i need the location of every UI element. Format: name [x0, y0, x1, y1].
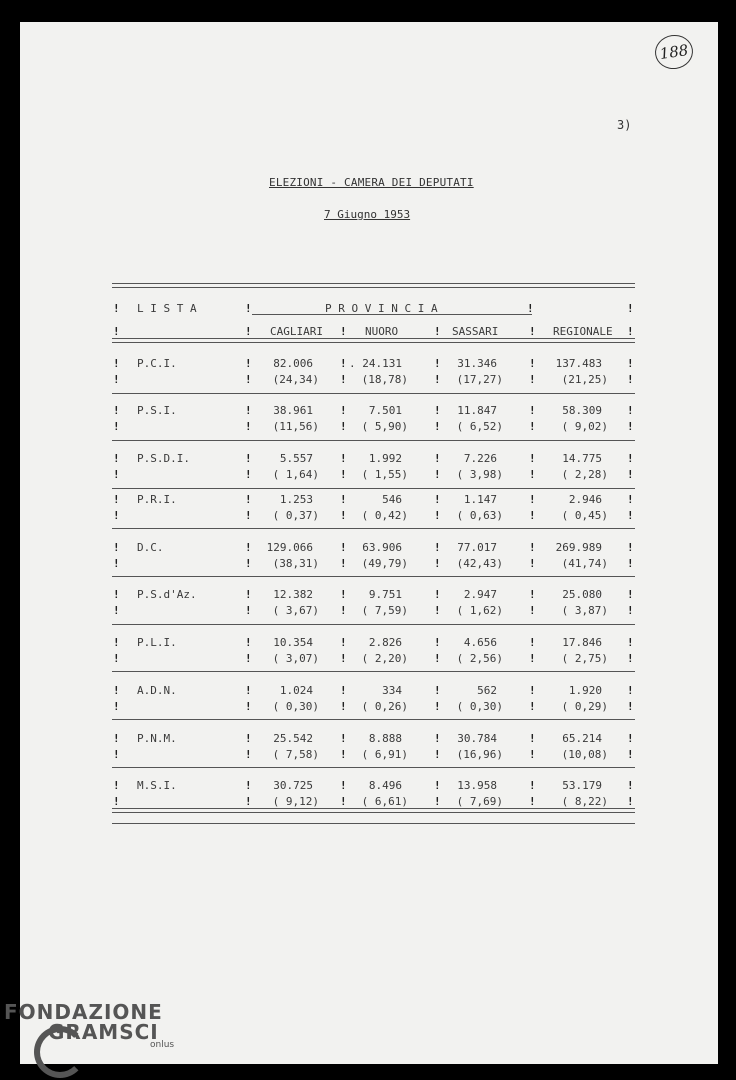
- separator: !: [340, 404, 347, 417]
- separator: !: [245, 541, 252, 554]
- cell-percent: (18,78): [361, 373, 408, 386]
- separator: !: [434, 748, 441, 761]
- separator: !: [245, 700, 252, 713]
- separator: !: [434, 420, 441, 433]
- cell-votes: . 24.131: [349, 357, 402, 370]
- separator: !: [529, 541, 536, 554]
- row-lista: P.S.D.I.: [137, 452, 190, 465]
- cell-votes: 5.557: [279, 452, 313, 465]
- separator: !: [529, 452, 536, 465]
- separator: !: [245, 748, 252, 761]
- cell-votes: 7.226: [463, 452, 497, 465]
- cell-percent: ( 3,98): [456, 468, 503, 481]
- separator: !: [113, 302, 120, 315]
- cell-percent: (11,56): [272, 420, 319, 433]
- cell-percent: ( 0,63): [456, 509, 503, 522]
- separator: !: [529, 420, 536, 433]
- cell-votes: 31.346: [457, 357, 497, 370]
- separator: !: [627, 404, 634, 417]
- separator: !: [340, 493, 347, 506]
- logo-ring-icon: [34, 1026, 86, 1078]
- separator: !: [245, 493, 252, 506]
- cell-percent: ( 1,64): [272, 468, 319, 481]
- separator: !: [340, 652, 347, 665]
- row-lista: A.D.N.: [137, 684, 177, 697]
- separator: !: [113, 452, 120, 465]
- row-lista: M.S.I.: [137, 779, 177, 792]
- cell-votes: 129.066: [266, 541, 313, 554]
- cell-percent: ( 3,87): [561, 604, 608, 617]
- separator: !: [340, 588, 347, 601]
- separator: !: [434, 732, 441, 745]
- page-title: ELEZIONI - CAMERA DEI DEPUTATI: [269, 176, 474, 189]
- cell-votes: 38.961: [273, 404, 313, 417]
- separator: !: [627, 732, 634, 745]
- separator: !: [245, 452, 252, 465]
- cell-votes: 14.775: [562, 452, 602, 465]
- separator: !: [113, 604, 120, 617]
- separator: !: [529, 493, 536, 506]
- separator: !: [113, 373, 120, 386]
- separator: !: [627, 373, 634, 386]
- separator: !: [245, 795, 252, 808]
- cell-percent: ( 7,58): [272, 748, 319, 761]
- separator: !: [340, 420, 347, 433]
- row-lista: D.C.: [137, 541, 164, 554]
- separator: !: [627, 700, 634, 713]
- cell-votes: 4.656: [463, 636, 497, 649]
- separator: !: [627, 779, 634, 792]
- cell-votes: 30.725: [273, 779, 313, 792]
- page-date: 7 Giugno 1953: [324, 208, 411, 221]
- separator: !: [245, 420, 252, 433]
- separator: !: [434, 684, 441, 697]
- separator: !: [113, 557, 120, 570]
- separator: !: [627, 325, 634, 338]
- cell-votes: 63.906: [362, 541, 402, 554]
- separator: !: [113, 357, 120, 370]
- cell-votes: 13.958: [457, 779, 497, 792]
- separator: !: [529, 357, 536, 370]
- row-rule: [112, 440, 635, 441]
- separator: !: [529, 652, 536, 665]
- separator: !: [434, 325, 441, 338]
- separator: !: [529, 404, 536, 417]
- separator: !: [340, 357, 347, 370]
- separator: !: [245, 636, 252, 649]
- cell-percent: ( 7,69): [456, 795, 503, 808]
- cell-percent: (21,25): [561, 373, 608, 386]
- cell-percent: ( 0,26): [361, 700, 408, 713]
- header-sassari: SASSARI: [452, 325, 499, 338]
- cell-votes: 2.946: [568, 493, 602, 506]
- table-bottom-rule: [112, 808, 635, 813]
- separator: !: [529, 700, 536, 713]
- cell-votes: 25.080: [562, 588, 602, 601]
- separator: !: [113, 636, 120, 649]
- separator: !: [113, 684, 120, 697]
- separator: !: [529, 604, 536, 617]
- separator: !: [529, 557, 536, 570]
- cell-percent: ( 1,62): [456, 604, 503, 617]
- cell-votes: 82.006: [273, 357, 313, 370]
- cell-votes: 77.017: [457, 541, 497, 554]
- separator: !: [434, 557, 441, 570]
- cell-percent: (10,08): [561, 748, 608, 761]
- row-rule: [112, 719, 635, 720]
- separator: !: [434, 493, 441, 506]
- separator: !: [529, 373, 536, 386]
- separator: !: [113, 325, 120, 338]
- separator: !: [434, 700, 441, 713]
- row-lista: P.L.I.: [137, 636, 177, 649]
- separator: !: [627, 684, 634, 697]
- table-top-rule: [112, 283, 635, 288]
- row-lista: P.C.I.: [137, 357, 177, 370]
- cell-votes: 53.179: [562, 779, 602, 792]
- row-lista: P.R.I.: [137, 493, 177, 506]
- cell-votes: 9.751: [368, 588, 402, 601]
- separator: !: [627, 420, 634, 433]
- header-lista: L I S T A: [137, 302, 197, 315]
- cell-votes: 10.354: [273, 636, 313, 649]
- cell-votes: 562: [477, 684, 497, 697]
- separator: !: [245, 468, 252, 481]
- separator: !: [245, 684, 252, 697]
- row-lista: P.S.I.: [137, 404, 177, 417]
- row-rule: [112, 624, 635, 625]
- separator: !: [627, 557, 634, 570]
- cell-percent: ( 0,37): [272, 509, 319, 522]
- separator: !: [245, 779, 252, 792]
- cell-percent: (38,31): [272, 557, 319, 570]
- cell-percent: (16,96): [456, 748, 503, 761]
- row-rule: [112, 671, 635, 672]
- separator: !: [113, 509, 120, 522]
- cell-percent: ( 2,75): [561, 652, 608, 665]
- separator: !: [113, 652, 120, 665]
- separator: !: [245, 652, 252, 665]
- separator: !: [245, 557, 252, 570]
- separator: !: [434, 779, 441, 792]
- separator: !: [627, 748, 634, 761]
- cell-percent: ( 2,56): [456, 652, 503, 665]
- separator: !: [245, 509, 252, 522]
- separator: !: [113, 779, 120, 792]
- separator: !: [627, 652, 634, 665]
- separator: !: [340, 748, 347, 761]
- cell-percent: ( 0,30): [272, 700, 319, 713]
- cell-percent: (49,79): [361, 557, 408, 570]
- separator: !: [529, 509, 536, 522]
- separator: !: [627, 604, 634, 617]
- header-bottom-rule: [112, 338, 635, 343]
- cell-percent: ( 8,22): [561, 795, 608, 808]
- separator: !: [245, 604, 252, 617]
- cell-votes: 2.826: [368, 636, 402, 649]
- row-lista: P.N.M.: [137, 732, 177, 745]
- separator: !: [627, 493, 634, 506]
- table-end-rule: [112, 823, 635, 824]
- cell-votes: 17.846: [562, 636, 602, 649]
- separator: !: [340, 557, 347, 570]
- cell-percent: (41,74): [561, 557, 608, 570]
- separator: !: [434, 373, 441, 386]
- cell-percent: ( 6,91): [361, 748, 408, 761]
- cell-percent: ( 0,30): [456, 700, 503, 713]
- header-cagliari: CAGLIARI: [270, 325, 323, 338]
- separator: !: [434, 404, 441, 417]
- cell-percent: ( 2,20): [361, 652, 408, 665]
- separator: !: [245, 302, 252, 315]
- separator: !: [340, 684, 347, 697]
- cell-percent: ( 1,55): [361, 468, 408, 481]
- cell-votes: 1.024: [279, 684, 313, 697]
- separator: !: [627, 795, 634, 808]
- separator: !: [113, 493, 120, 506]
- separator: !: [245, 732, 252, 745]
- cell-percent: ( 9,02): [561, 420, 608, 433]
- separator: !: [527, 302, 534, 315]
- separator: !: [434, 468, 441, 481]
- cell-votes: 334: [382, 684, 402, 697]
- header-provincia: P R O V I N C I A: [325, 302, 438, 315]
- provincia-underline: [252, 314, 532, 315]
- separator: !: [434, 636, 441, 649]
- cell-votes: 1.992: [368, 452, 402, 465]
- separator: !: [340, 732, 347, 745]
- separator: !: [340, 795, 347, 808]
- separator: !: [340, 452, 347, 465]
- separator: !: [529, 779, 536, 792]
- cell-votes: 12.382: [273, 588, 313, 601]
- separator: !: [529, 795, 536, 808]
- separator: !: [340, 509, 347, 522]
- logo-line2: GRAMSCI: [48, 1020, 159, 1044]
- separator: !: [340, 325, 347, 338]
- cell-percent: ( 9,12): [272, 795, 319, 808]
- cell-votes: 2.947: [463, 588, 497, 601]
- separator: !: [434, 452, 441, 465]
- separator: !: [340, 779, 347, 792]
- separator: !: [340, 468, 347, 481]
- separator: !: [627, 468, 634, 481]
- separator: !: [113, 404, 120, 417]
- separator: !: [113, 468, 120, 481]
- header-nuoro: NUORO: [365, 325, 399, 338]
- separator: !: [529, 748, 536, 761]
- cell-votes: 58.309: [562, 404, 602, 417]
- cell-percent: ( 6,52): [456, 420, 503, 433]
- cell-percent: ( 3,07): [272, 652, 319, 665]
- separator: !: [113, 420, 120, 433]
- separator: !: [627, 357, 634, 370]
- separator: !: [529, 636, 536, 649]
- row-rule: [112, 576, 635, 577]
- separator: !: [434, 604, 441, 617]
- logo-line3: onlus: [150, 1040, 175, 1050]
- separator: !: [434, 541, 441, 554]
- separator: !: [113, 795, 120, 808]
- header-regionale: REGIONALE: [553, 325, 613, 338]
- cell-votes: 8.496: [368, 779, 402, 792]
- row-rule: [112, 393, 635, 394]
- separator: !: [113, 700, 120, 713]
- cell-votes: 269.989: [555, 541, 602, 554]
- cell-votes: 7.501: [368, 404, 402, 417]
- separator: !: [529, 732, 536, 745]
- cell-votes: 8.888: [368, 732, 402, 745]
- separator: !: [434, 509, 441, 522]
- separator: !: [434, 795, 441, 808]
- row-lista: P.S.d'Az.: [137, 588, 197, 601]
- separator: !: [113, 748, 120, 761]
- separator: !: [245, 373, 252, 386]
- cell-percent: ( 2,28): [561, 468, 608, 481]
- cell-percent: ( 0,29): [561, 700, 608, 713]
- separator: !: [340, 700, 347, 713]
- separator: !: [340, 373, 347, 386]
- separator: !: [245, 588, 252, 601]
- cell-percent: (42,43): [456, 557, 503, 570]
- separator: !: [529, 468, 536, 481]
- cell-votes: 11.847: [457, 404, 497, 417]
- row-rule: [112, 767, 635, 768]
- separator: !: [627, 636, 634, 649]
- separator: !: [340, 541, 347, 554]
- logo-line1: FONDAZIONE: [4, 1000, 163, 1024]
- separator: !: [627, 302, 634, 315]
- cell-votes: 25.542: [273, 732, 313, 745]
- row-rule: [112, 488, 635, 489]
- cell-percent: (24,34): [272, 373, 319, 386]
- separator: !: [627, 588, 634, 601]
- cell-votes: 546: [382, 493, 402, 506]
- separator: !: [113, 541, 120, 554]
- separator: !: [245, 325, 252, 338]
- separator: !: [529, 588, 536, 601]
- archive-stamp: 188: [653, 33, 695, 72]
- cell-percent: ( 3,67): [272, 604, 319, 617]
- separator: !: [113, 588, 120, 601]
- cell-votes: 30.784: [457, 732, 497, 745]
- separator: !: [434, 588, 441, 601]
- cell-percent: ( 0,42): [361, 509, 408, 522]
- cell-votes: 137.483: [555, 357, 602, 370]
- separator: !: [340, 636, 347, 649]
- separator: !: [529, 325, 536, 338]
- row-rule: [112, 528, 635, 529]
- cell-percent: ( 0,45): [561, 509, 608, 522]
- separator: !: [627, 541, 634, 554]
- separator: !: [340, 604, 347, 617]
- cell-votes: 1.253: [279, 493, 313, 506]
- separator: !: [245, 404, 252, 417]
- cell-percent: ( 5,90): [361, 420, 408, 433]
- cell-votes: 65.214: [562, 732, 602, 745]
- separator: !: [113, 732, 120, 745]
- separator: !: [627, 452, 634, 465]
- separator: !: [434, 357, 441, 370]
- separator: !: [529, 684, 536, 697]
- fondazione-gramsci-logo: [4, 1000, 174, 1050]
- separator: !: [245, 357, 252, 370]
- cell-percent: ( 6,61): [361, 795, 408, 808]
- cell-percent: ( 7,59): [361, 604, 408, 617]
- cell-votes: 1.147: [463, 493, 497, 506]
- separator: !: [434, 652, 441, 665]
- page-number: 3): [617, 118, 632, 132]
- cell-percent: (17,27): [456, 373, 503, 386]
- separator: !: [627, 509, 634, 522]
- cell-votes: 1.920: [568, 684, 602, 697]
